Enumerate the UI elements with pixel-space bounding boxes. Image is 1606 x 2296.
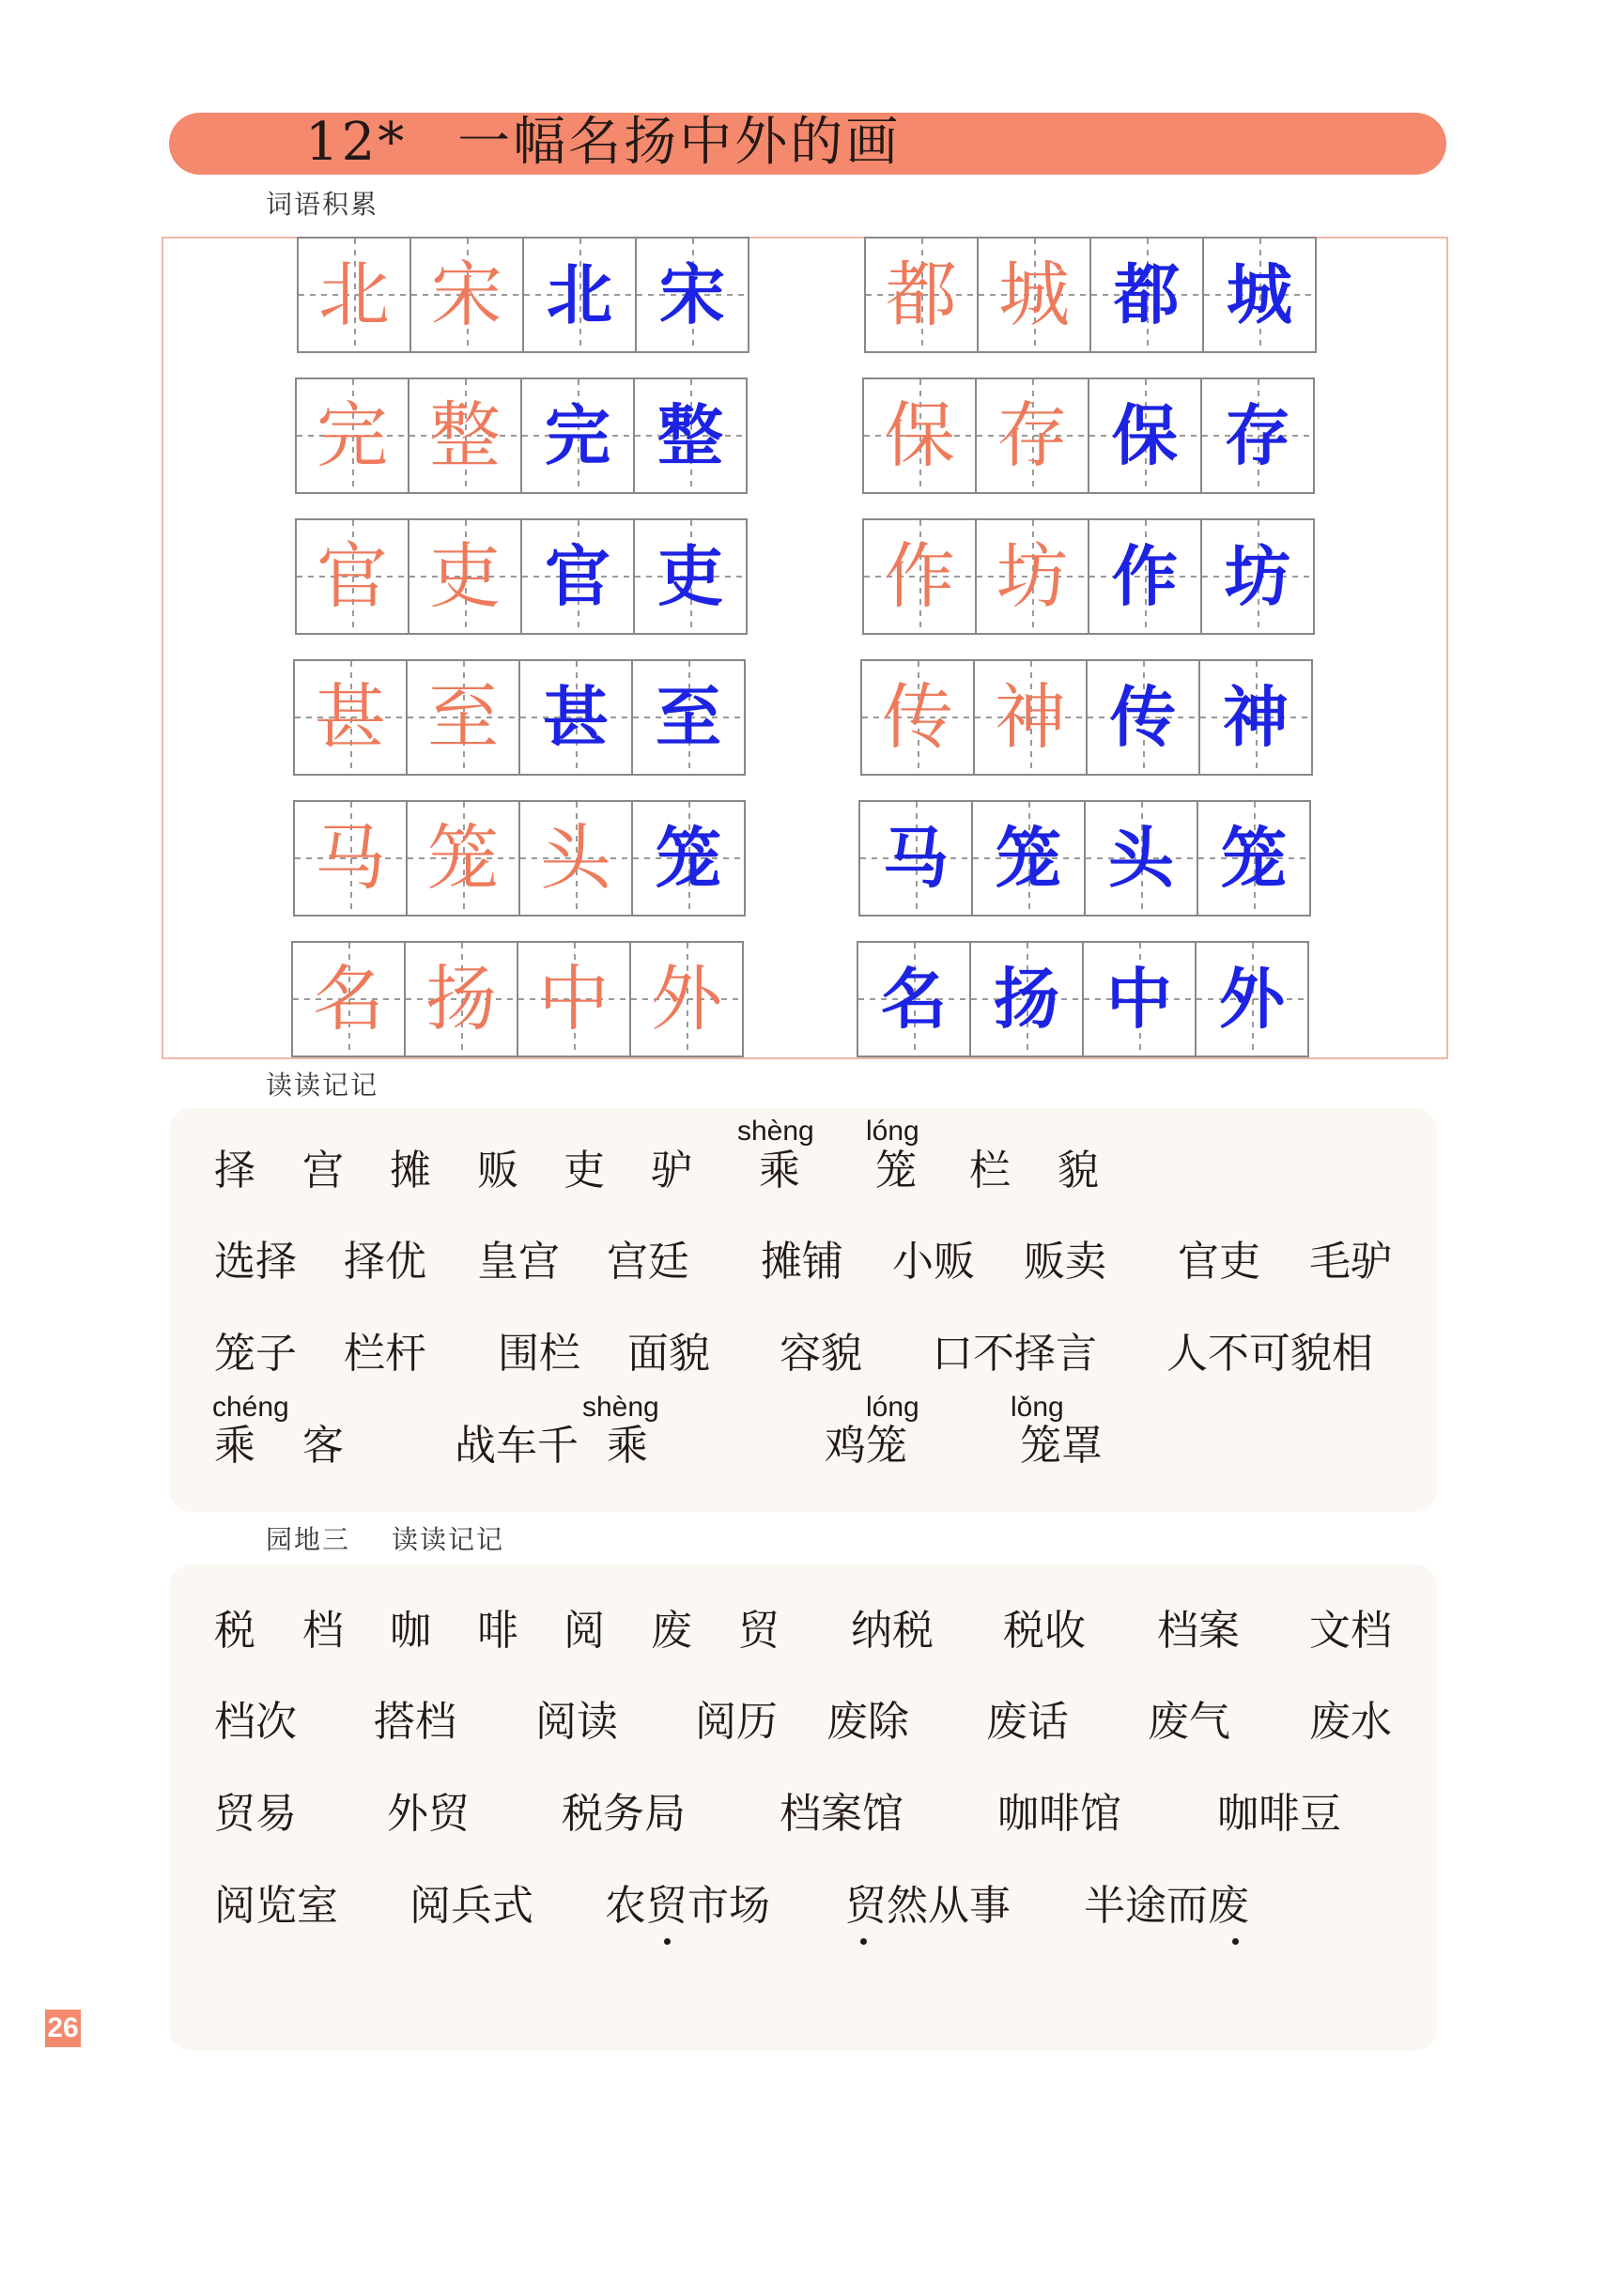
word: 笼罩: [1020, 1422, 1103, 1470]
grid-cell: 坊: [977, 520, 1089, 633]
grid-cell: 外: [1197, 943, 1309, 1056]
grid-row-right-5: [858, 800, 1311, 917]
word: 围栏: [498, 1330, 580, 1378]
word: 贸: [738, 1607, 780, 1655]
word: 废: [651, 1607, 692, 1655]
emphasis-dot: [860, 1938, 867, 1945]
word: 吏: [564, 1147, 605, 1194]
word: 税: [214, 1607, 255, 1655]
grid-cell: 笼: [973, 802, 1086, 915]
word: 贩卖: [1024, 1238, 1106, 1286]
word: 毛驴: [1309, 1238, 1392, 1286]
grid-row-right-4: [860, 659, 1313, 776]
grid-row-right-6: [857, 941, 1309, 1057]
grid-row-left-2: [295, 378, 748, 494]
word: 乘: [607, 1422, 648, 1470]
grid-cell: 头: [1086, 802, 1198, 915]
word: 啡: [477, 1607, 518, 1655]
word: 栏: [969, 1147, 1011, 1194]
grid-row-left-3: [295, 518, 748, 635]
pinyin: chéng: [212, 1392, 289, 1423]
grid-cell: 保: [864, 379, 977, 492]
grid-cell: 扬: [971, 943, 1084, 1056]
word: 废话: [986, 1698, 1069, 1746]
word: 驴: [651, 1147, 692, 1194]
word: 阅读: [535, 1698, 618, 1746]
grid-cell: 城: [979, 239, 1091, 351]
grid-cell: 名: [293, 943, 406, 1056]
grid-cell: 完: [522, 379, 635, 492]
grid-cell: 城: [1204, 239, 1317, 351]
word: 档案馆: [780, 1790, 903, 1838]
word: 乘: [759, 1147, 800, 1194]
grid-cell: 官: [297, 520, 409, 633]
grid-cell: 外: [631, 943, 744, 1056]
grid-cell: 坊: [1202, 520, 1315, 633]
word: 档案: [1157, 1607, 1240, 1655]
lesson-title-text: 一幅名扬中外的画: [457, 112, 902, 173]
grid-cell: 中: [1084, 943, 1197, 1056]
grid-row-left-1: [297, 237, 749, 353]
grid-cell: 整: [635, 379, 748, 492]
word: 笼: [875, 1147, 917, 1194]
grid-cell: 神: [975, 661, 1088, 774]
word: 税收: [1003, 1607, 1086, 1655]
word: 阅: [564, 1607, 605, 1655]
word: 官吏: [1178, 1238, 1260, 1286]
word: 废除: [826, 1698, 909, 1746]
grid-cell: 甚: [295, 661, 408, 774]
section-label-vocab: 词语积累: [266, 189, 379, 220]
grid-row-left-4: [293, 659, 746, 776]
word: 废水: [1309, 1698, 1392, 1746]
grid-cell: 宋: [411, 239, 524, 351]
word: 文档: [1309, 1607, 1392, 1655]
grid-cell: 保: [1089, 379, 1202, 492]
garden-label: 园地三: [266, 1524, 351, 1555]
word: 择: [214, 1147, 255, 1194]
word: 税务局: [562, 1790, 686, 1838]
word: 贸然从事: [845, 1882, 1011, 1930]
grid-cell: 笼: [408, 802, 520, 915]
word: 咖啡馆: [997, 1790, 1121, 1838]
word: 栏杆: [344, 1330, 426, 1378]
grid-cell: 头: [520, 802, 633, 915]
grid-cell: 中: [518, 943, 631, 1056]
grid-cell: 扬: [406, 943, 518, 1056]
grid-cell: 存: [977, 379, 1089, 492]
word: 阅历: [695, 1698, 778, 1746]
grid-cell: 存: [1202, 379, 1315, 492]
grid-row-right-2: [862, 378, 1315, 494]
word: 客: [302, 1422, 344, 1470]
word: 阅兵式: [409, 1882, 533, 1930]
word: 择优: [344, 1238, 426, 1286]
word: 容貌: [780, 1330, 862, 1378]
word: 宫: [302, 1147, 344, 1194]
section-label-read: 读读记记: [266, 1070, 379, 1101]
word: 面貌: [627, 1330, 710, 1378]
page-number: 26: [45, 2010, 81, 2047]
word: 阅览室: [214, 1882, 338, 1930]
emphasis-dot: [664, 1938, 671, 1945]
pinyin: lóng: [866, 1392, 919, 1423]
section-label-garden: [266, 1519, 504, 1557]
word: 选择: [214, 1238, 297, 1286]
word: 贸易: [214, 1790, 297, 1838]
word: 人不可貌相: [1166, 1330, 1373, 1378]
grid-cell: 至: [408, 661, 520, 774]
word: 摊: [390, 1147, 431, 1194]
pinyin: lóng: [866, 1116, 919, 1147]
word: 农贸市场: [605, 1882, 770, 1930]
grid-cell: 至: [633, 661, 746, 774]
grid-row-left-6: [291, 941, 744, 1057]
word: 半途而废: [1084, 1882, 1249, 1930]
grid-row-left-5: [293, 800, 746, 917]
grid-cell: 传: [862, 661, 975, 774]
grid-cell: 整: [409, 379, 522, 492]
grid-cell: 神: [1200, 661, 1313, 774]
pinyin: shèng: [737, 1116, 814, 1147]
word: 纳税: [851, 1607, 934, 1655]
grid-cell: 都: [1091, 239, 1204, 351]
word: 笼子: [214, 1330, 297, 1378]
word: 档: [302, 1607, 344, 1655]
grid-row-right-3: [862, 518, 1315, 635]
word: 小贩: [892, 1238, 975, 1286]
word: 皇宫: [477, 1238, 560, 1286]
grid-cell: 名: [858, 943, 971, 1056]
word: 咖啡豆: [1217, 1790, 1341, 1838]
grid-cell: 马: [860, 802, 973, 915]
word: 乘: [214, 1422, 255, 1470]
word: 摊铺: [761, 1238, 843, 1286]
grid-cell: 甚: [520, 661, 633, 774]
grid-cell: 官: [522, 520, 635, 633]
word: 战车千: [455, 1422, 579, 1470]
word: 宫廷: [607, 1238, 689, 1286]
reading-panel-1: [169, 1108, 1437, 1512]
grid-cell: 北: [524, 239, 637, 351]
read-label: 读读记记: [392, 1524, 505, 1555]
emphasis-dot: [1232, 1938, 1239, 1945]
word: 外贸: [387, 1790, 470, 1838]
grid-cell: 笼: [633, 802, 746, 915]
word: 咖: [390, 1607, 431, 1655]
word: 贩: [477, 1147, 518, 1194]
word: 貌: [1058, 1147, 1099, 1194]
pinyin: shèng: [582, 1392, 659, 1423]
grid-cell: 宋: [637, 239, 749, 351]
word: 废气: [1148, 1698, 1230, 1746]
lesson-number: 12*: [305, 112, 408, 173]
grid-cell: 作: [1089, 520, 1202, 633]
grid-cell: 马: [295, 802, 408, 915]
grid-cell: 北: [299, 239, 411, 351]
word: 鸡笼: [825, 1422, 907, 1470]
grid-cell: 完: [297, 379, 409, 492]
word: 口不择言: [932, 1330, 1097, 1378]
word: 搭档: [374, 1698, 456, 1746]
lesson-title: [305, 105, 901, 180]
grid-cell: 吏: [409, 520, 522, 633]
grid-cell: 都: [866, 239, 979, 351]
grid-cell: 笼: [1198, 802, 1311, 915]
word: 档次: [214, 1698, 297, 1746]
writing-grid-frame: [162, 237, 1448, 1059]
grid-cell: 作: [864, 520, 977, 633]
grid-cell: 吏: [635, 520, 748, 633]
pinyin: lǒng: [1011, 1392, 1064, 1423]
grid-cell: 传: [1088, 661, 1200, 774]
grid-row-right-1: [864, 237, 1317, 353]
